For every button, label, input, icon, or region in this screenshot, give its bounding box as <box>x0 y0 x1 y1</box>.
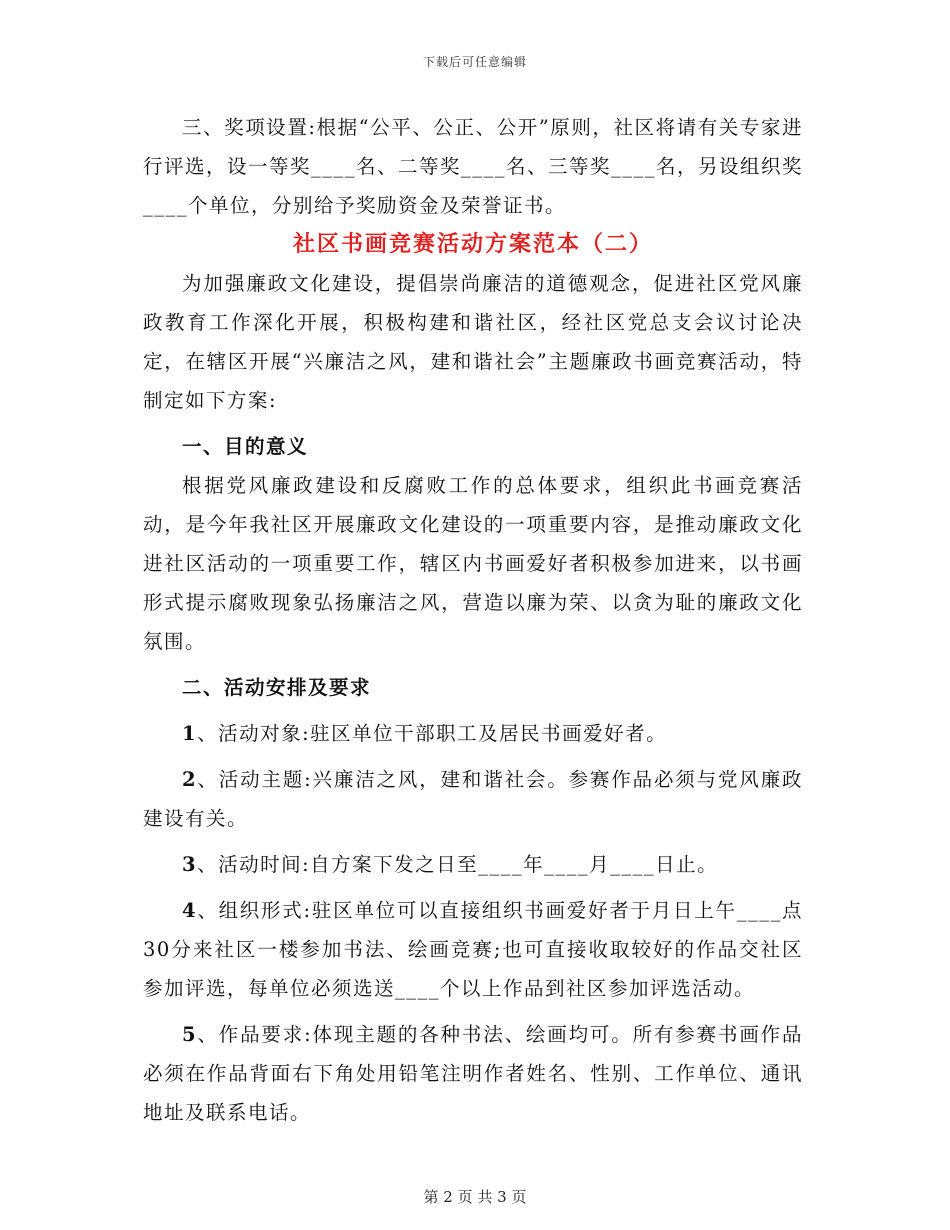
header-note: 下载后可任意编辑 <box>422 55 527 69</box>
item-number: 1 <box>182 722 198 745</box>
item-number: 5 <box>182 1023 198 1046</box>
item-text: 、活动时间:自方案下发之日至____年____月____日止。 <box>197 853 719 876</box>
section-1-paragraph: 根据党风廉政建设和反腐败工作的总体要求，组织此书画竞赛活动，是今年我社区开展廉政文化建设的一项重要内容，是推动廉政文化进社区活动的一项重要工作，辖区内书画爱好者积极参加进来，以书画形式提示腐败现象弘扬廉洁之风，营造以廉为荣、以贪为耻的廉政文化氛围。 <box>143 474 803 653</box>
list-item <box>143 891 803 1008</box>
item-text: 、作品要求:体现主题的各种书法、绘画均可。所有参赛书画作品必须在作品背面右下角处用铅笔注明作者姓名、性别、工作单位、通讯地址及联系电话。 <box>143 1023 803 1124</box>
item-number: 3 <box>182 853 198 876</box>
page-number: 第 2 页 共 3 页 <box>423 1188 527 1206</box>
prev-section-paragraph: 三、奖项设置:根据“公平、公正、公开”原则，社区将请有关专家进行评选，设一等奖____名、二等奖____名、三等奖____名，另设组织奖____个单位，分别给予奖励资金及荣誉证书。 <box>143 116 804 217</box>
list-item <box>143 760 803 838</box>
list-item <box>143 714 803 753</box>
list-item <box>143 1015 803 1132</box>
list-item <box>143 845 803 884</box>
item-text: 、活动主题:兴廉洁之风，建和谐社会。参赛作品必须与党风廉政建设有关。 <box>143 768 803 830</box>
intro-paragraph: 为加强廉政文化建设，提倡崇尚廉洁的道德观念，促进社区党风廉政教育工作深化开展，积极构建和谐社区，经社区党总支会议讨论决定，在辖区开展“兴廉洁之风，建和谐社会”主题廉政书画竞赛活动，特制定如下方案: <box>143 272 803 412</box>
section-1-heading: 一、目的意义 <box>182 435 309 458</box>
document-body <box>143 108 803 1132</box>
item-text: 、组织形式:驻区单位可以直接组织书画爱好者于月日上午____点30分来社区一楼参加书法、绘画竞赛;也可直接收取较好的作品交社区参加评选，每单位必须选送____个以上作品到社区参加评选活动。 <box>143 899 803 1000</box>
section-2-heading: 二、活动安排及要求 <box>182 676 372 699</box>
item-text: 、活动对象:驻区单位干部职工及居民书画爱好者。 <box>197 722 668 745</box>
document-title: 社区书画竞赛活动方案范本（二） <box>292 231 653 257</box>
item-number: 4 <box>182 899 198 922</box>
item-number: 2 <box>182 768 198 791</box>
